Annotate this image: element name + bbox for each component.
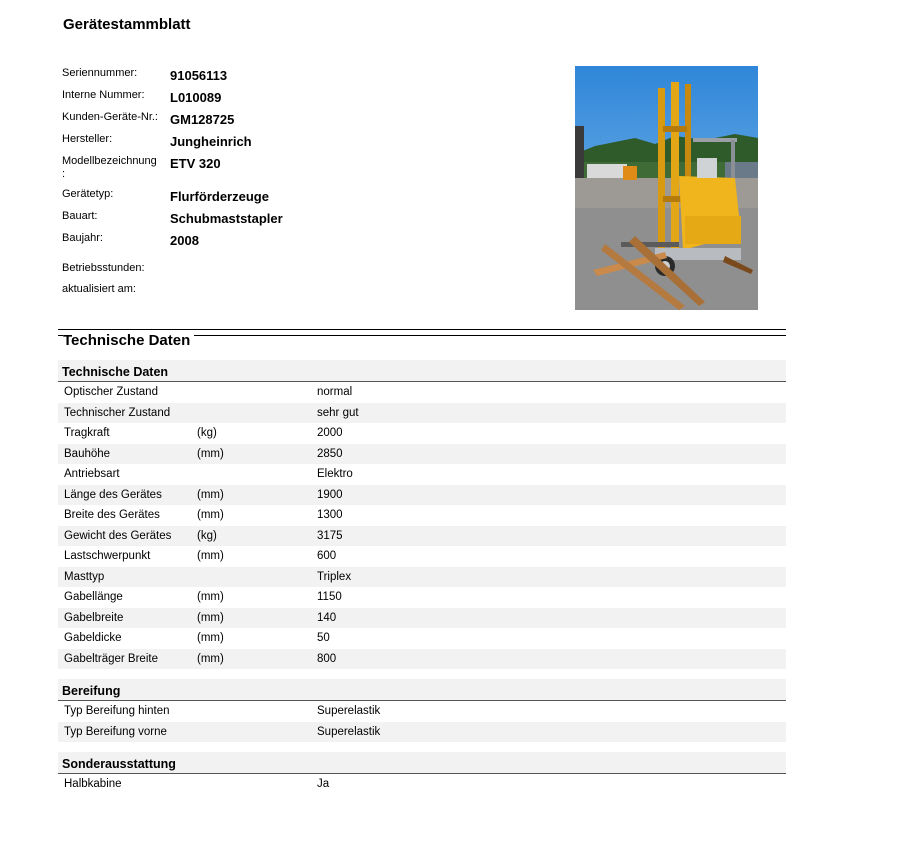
- table-row: [58, 464, 786, 485]
- info-value: 91056113: [170, 68, 228, 83]
- info-label: Baujahr:: [62, 232, 103, 244]
- table-row: [58, 485, 786, 506]
- row-label: Optischer Zustand: [64, 386, 158, 398]
- row-value: Superelastik: [317, 705, 381, 717]
- row-value: sehr gut: [317, 406, 359, 419]
- row-unit: (mm): [197, 550, 224, 562]
- row-value: Ja: [317, 778, 330, 790]
- row-value: Superelastik: [317, 725, 381, 738]
- row-unit: (mm): [197, 632, 224, 644]
- table-row: [58, 526, 786, 547]
- row-label: Gewicht des Gerätes: [64, 529, 172, 542]
- row-label: Lastschwerpunkt: [64, 550, 151, 562]
- info-label: Modellbezeichnung :: [62, 155, 157, 180]
- row-unit: (mm): [197, 509, 224, 521]
- group-heading-special-equipment: Sonderausstattung: [58, 752, 786, 774]
- row-unit: (kg): [197, 427, 217, 439]
- row-value: 800: [317, 652, 337, 665]
- row-label: Masttyp: [64, 570, 105, 583]
- row-value: 1300: [317, 509, 343, 521]
- info-value: 2008: [170, 233, 199, 248]
- table-row: [58, 608, 786, 629]
- row-unit: (mm): [197, 611, 224, 624]
- info-label: Gerätetyp:: [62, 188, 114, 200]
- row-unit: (mm): [197, 488, 224, 501]
- table-row: [58, 505, 786, 526]
- table-row: [58, 722, 786, 743]
- row-value: normal: [317, 386, 353, 398]
- table-row: [58, 423, 786, 444]
- forklift-photo: [575, 66, 758, 310]
- row-label: Bauhöhe: [64, 447, 111, 460]
- table-row: [58, 567, 786, 588]
- row-label: Typ Bereifung vorne: [64, 725, 167, 738]
- table-row: [58, 649, 786, 670]
- row-value: 600: [317, 550, 337, 562]
- row-value: 50: [317, 632, 330, 644]
- info-value: Jungheinrich: [170, 134, 252, 149]
- info-value: Flurförderzeuge: [170, 189, 269, 204]
- group-spacer: [58, 669, 786, 679]
- row-label: Gabelträger Breite: [64, 652, 158, 665]
- group-heading-tyres: Bereifung: [58, 679, 786, 701]
- row-value: Elektro: [317, 468, 353, 480]
- row-value: 2850: [317, 447, 343, 460]
- row-unit: (mm): [197, 447, 224, 460]
- row-label: Breite des Gerätes: [64, 509, 160, 521]
- spec-table: [58, 360, 786, 795]
- info-label: Kunden-Geräte-Nr.:: [62, 111, 158, 123]
- row-label: Typ Bereifung hinten: [64, 705, 170, 717]
- info-label: Hersteller:: [62, 133, 113, 145]
- row-label: Technischer Zustand: [64, 406, 171, 419]
- table-row: [58, 628, 786, 649]
- row-label: Gabelbreite: [64, 611, 124, 624]
- info-label: aktualisiert am:: [62, 283, 136, 295]
- table-row: [58, 701, 786, 722]
- info-value: Schubmaststapler: [170, 211, 283, 226]
- info-label: Interne Nummer:: [62, 89, 145, 101]
- row-label: Gabellänge: [64, 591, 123, 603]
- info-label: Betriebsstunden:: [62, 262, 145, 274]
- table-row: [58, 444, 786, 465]
- info-value: GM128725: [170, 112, 235, 127]
- row-unit: (mm): [197, 652, 224, 665]
- row-value: Triplex: [317, 570, 352, 583]
- row-value: 1900: [317, 488, 343, 501]
- row-unit: (mm): [197, 591, 224, 603]
- row-label: Tragkraft: [64, 427, 110, 439]
- group-heading-technical: Technische Daten: [58, 360, 786, 382]
- section-heading: Technische Daten: [63, 332, 194, 349]
- row-label: Halbkabine: [64, 778, 122, 790]
- table-row: [58, 546, 786, 567]
- row-value: 2000: [317, 427, 343, 439]
- group-spacer: [58, 742, 786, 752]
- row-label: Länge des Gerätes: [64, 488, 162, 501]
- page-title: Gerätestammblatt: [63, 16, 191, 33]
- info-label: Seriennummer:: [62, 67, 138, 79]
- row-value: 1150: [317, 591, 342, 603]
- row-value: 3175: [317, 529, 343, 542]
- info-label: Bauart:: [62, 210, 98, 222]
- row-value: 140: [317, 611, 337, 624]
- section-rule-top: [58, 329, 786, 330]
- row-label: Antriebsart: [64, 468, 120, 480]
- table-row: [58, 774, 786, 795]
- info-value: L010089: [170, 90, 222, 105]
- row-unit: (kg): [197, 529, 217, 542]
- table-row: [58, 403, 786, 424]
- table-row: [58, 382, 786, 403]
- table-row: [58, 587, 786, 608]
- info-value: ETV 320: [170, 156, 221, 171]
- row-label: Gabeldicke: [64, 632, 122, 644]
